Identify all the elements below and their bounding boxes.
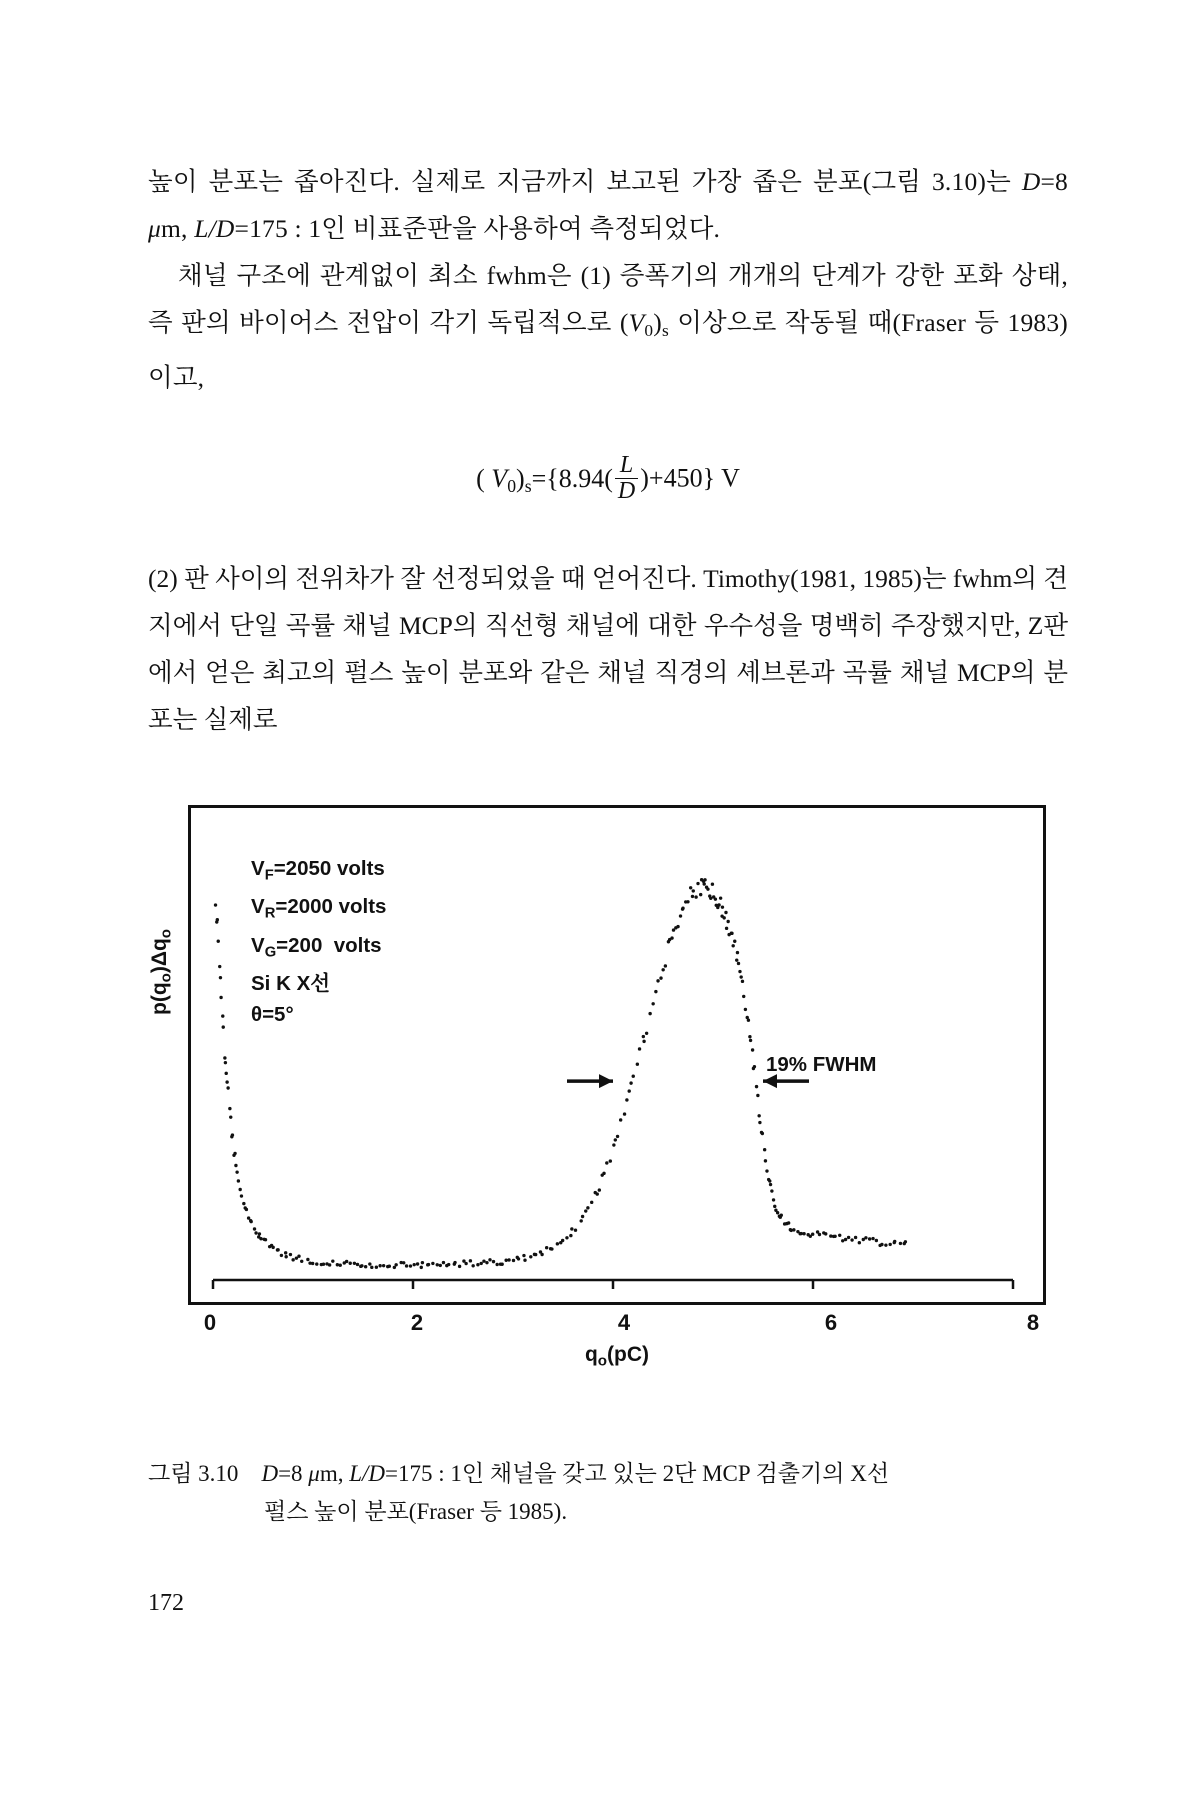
paragraph-2: 채널 구조에 관계없이 최소 fwhm은 (1) 증폭기의 개개의 단계가 강한 포화 상태, 즉 판의 바이어스 전압이 각기 독립적으로 $(V_0)_s$ 이상으로 작동될 때(Fraser 등 1983)이고, — [148, 261, 1068, 392]
x-tick-2: 2 — [410, 1310, 424, 1335]
x-tick-0: 0 — [203, 1310, 217, 1335]
formula-lhs: ( $V_0)_s=\{8.94$( — [476, 463, 613, 496]
y-axis-label: $p(q_o)\Delta q_o$ — [148, 928, 175, 1015]
fraction-denominator: D — [615, 478, 638, 504]
fraction-numerator: L — [619, 452, 634, 478]
page-number: 172 — [148, 1590, 184, 1616]
formula-rhs: )+450} V — [640, 463, 740, 493]
condition-source: Si K X선 — [251, 972, 331, 996]
condition-vg: $V_G=200$ volts — [251, 933, 382, 961]
formula-v0s — [148, 452, 1068, 506]
plot-frame — [188, 805, 1046, 1305]
x-tick-4: 4 — [617, 1310, 631, 1335]
paragraph-3: (2) 판 사이의 전위차가 잘 선정되었을 때 얻어진다. Timothy(1981, 1985)는 fwhm의 견지에서 단일 곡률 채널 MCP의 직선형 채널에 대한 우수성을 명백히 주장했지만, Z판에서 얻은 최고의 펄스 높이 분포와 같은 채널 직경의 셰브론과 곡률 채널 MCP의 분포는 실제로 — [148, 564, 1068, 734]
x-tick-8: 8 — [1026, 1310, 1040, 1335]
x-axis-tick-labels — [188, 1310, 1046, 1340]
figure-3-10 — [148, 805, 1050, 1370]
caption-line-2: 펄스 높이 분포(Fraser 등 1985). — [264, 1499, 568, 1524]
x-tick-6: 6 — [824, 1310, 838, 1335]
plot-conditions-text — [251, 853, 386, 1030]
condition-vr: $V_R=2000$ volts — [251, 895, 387, 922]
x-axis-label: $q_o(pC)$ — [584, 1343, 650, 1370]
formula-fraction — [615, 453, 638, 504]
fwhm-annotation-label: 19% FWHM — [766, 1053, 877, 1076]
figure-caption — [148, 1455, 1068, 1531]
condition-vf: $V_F=2050$ volts — [251, 857, 385, 884]
body-text-block — [148, 158, 1068, 401]
caption-line-1: 그림 3.10 D=8 μm, L/D=175 : 1인 채널을 갖고 있는 2단 MCP 검출기의 X선 — [148, 1461, 890, 1486]
condition-theta: θ=5° — [251, 1003, 294, 1027]
paragraph-1: 높이 분포는 좁아진다. 실제로 지금까지 보고된 가장 좁은 분포(그림 3.10)는 D=8 μm, L/D=175 : 1인 비표준판을 사용하여 측정되었다. — [148, 167, 1068, 243]
